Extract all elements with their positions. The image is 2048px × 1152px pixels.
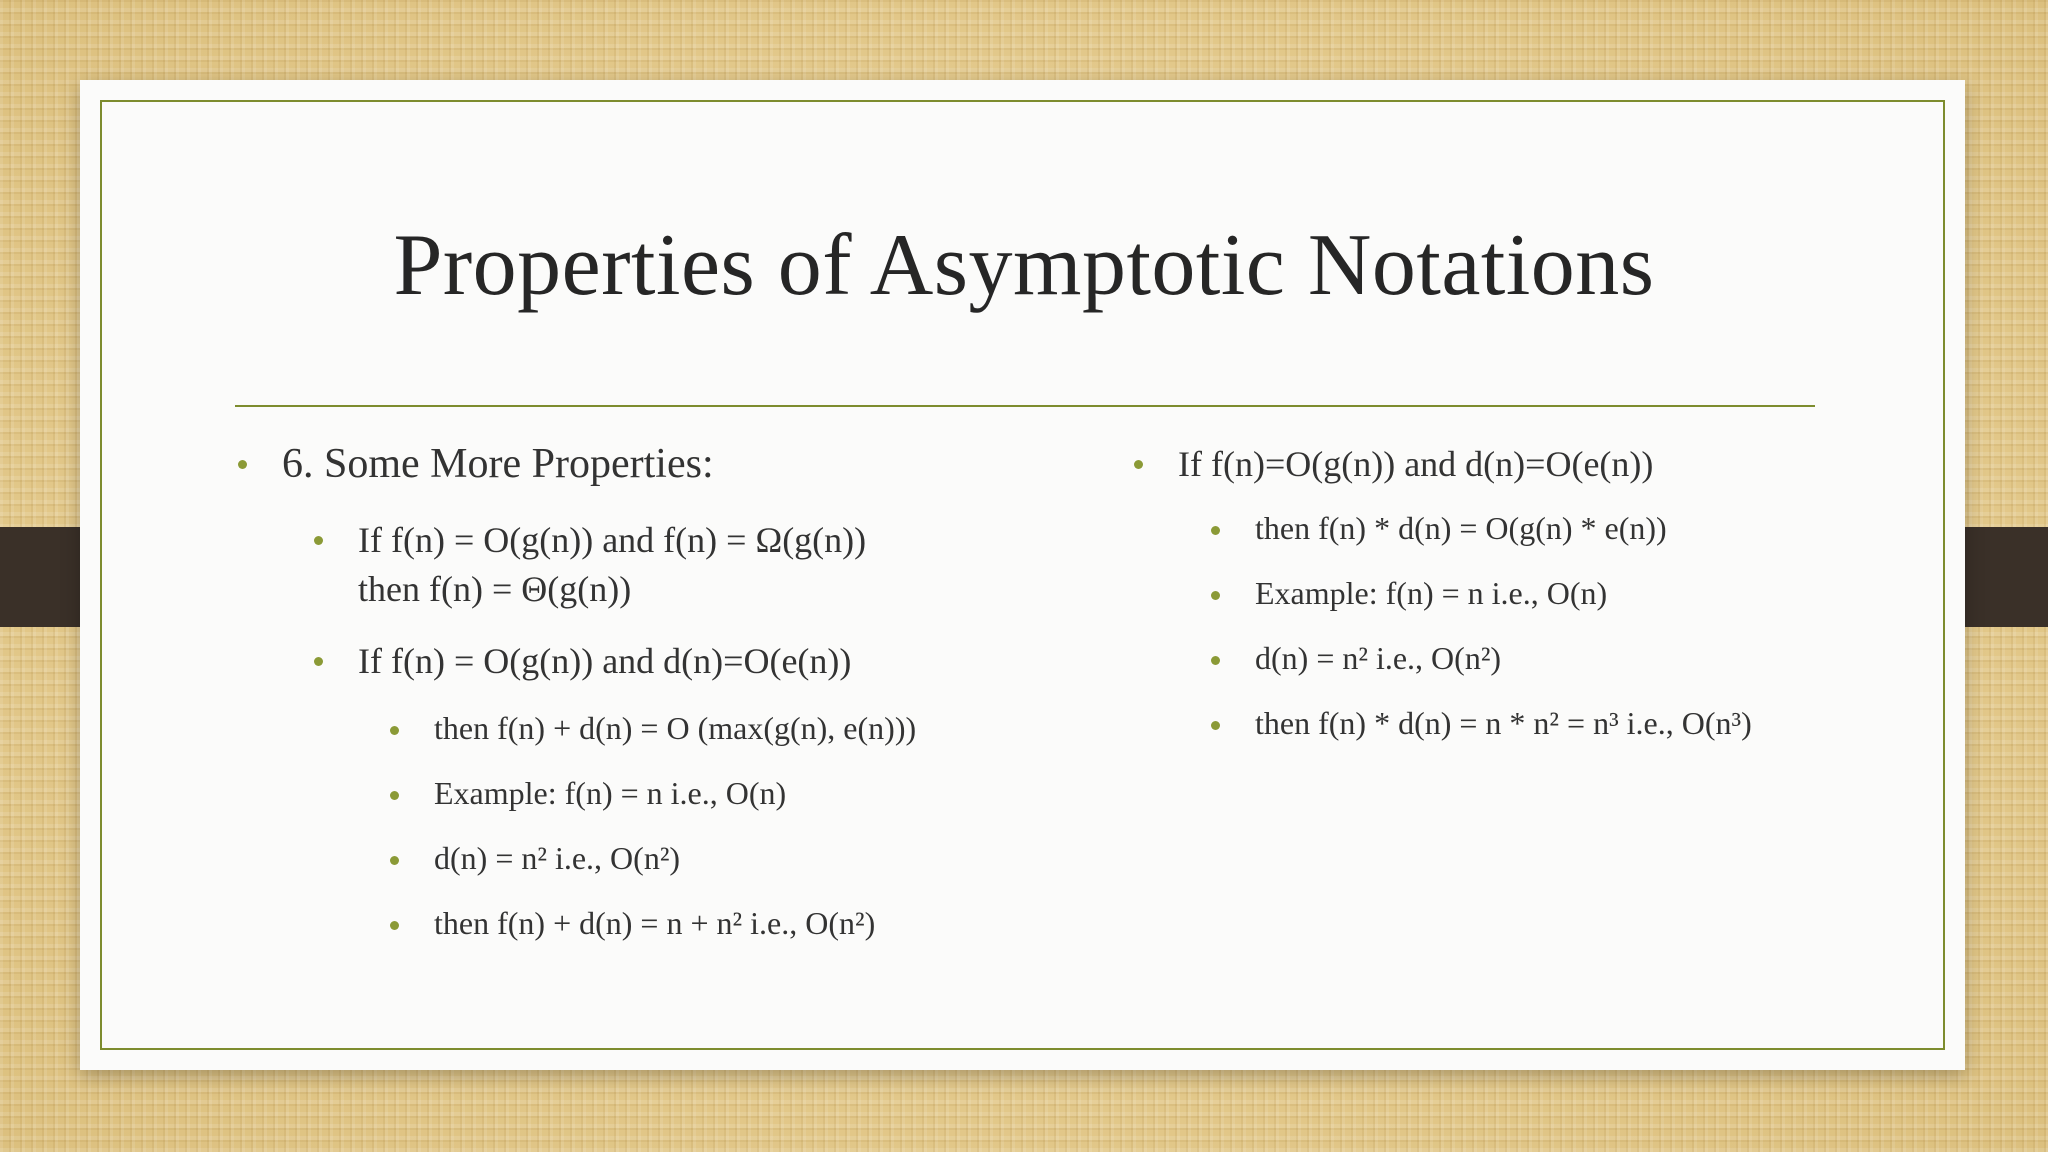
bullet-dot-icon <box>1211 526 1220 535</box>
bullet-text: d(n) = n² i.e., O(n²) <box>434 840 681 876</box>
bullet-text: If f(n) = O(g(n)) and f(n) = Ω(g(n)) <box>358 520 867 560</box>
bullet-text: then f(n) + d(n) = O (max(g(n), e(n))) <box>434 710 917 746</box>
bullet-dot-icon <box>1211 721 1220 730</box>
bullet-text: If f(n)=O(g(n)) and d(n)=O(e(n)) <box>1178 444 1654 484</box>
bullet-dot-icon <box>314 657 323 666</box>
bullet-text: then f(n) * d(n) = n * n² = n³ i.e., O(n³) <box>1255 705 1752 741</box>
bullet-text-continued: then f(n) = Θ(g(n)) <box>358 569 632 609</box>
bullet-dot-icon <box>390 791 399 800</box>
bullet-dot-icon <box>1211 656 1220 665</box>
bullet-dot-icon <box>1211 591 1220 600</box>
bullet-dot-icon <box>390 726 399 735</box>
bullet-dot-icon <box>1134 460 1143 469</box>
slide-title: Properties of Asymptotic Notations <box>393 217 1655 314</box>
bullet-text: then f(n) + d(n) = n + n² i.e., O(n²) <box>434 905 876 941</box>
bullet-dot-icon <box>390 856 399 865</box>
bullet-dot-icon <box>314 536 323 545</box>
title-divider <box>235 405 1815 407</box>
bullet-text: d(n) = n² i.e., O(n²) <box>1255 640 1502 676</box>
bullet-dot-icon <box>390 921 399 930</box>
bullet-text: Example: f(n) = n i.e., O(n) <box>1255 575 1608 611</box>
bullet-text: Example: f(n) = n i.e., O(n) <box>434 775 787 811</box>
bullet-dot-icon <box>238 460 247 469</box>
bullet-text: If f(n) = O(g(n)) and d(n)=O(e(n)) <box>358 641 852 681</box>
bullet-text: then f(n) * d(n) = O(g(n) * e(n)) <box>1255 510 1667 546</box>
bullet-text: 6. Some More Properties: <box>282 441 714 487</box>
